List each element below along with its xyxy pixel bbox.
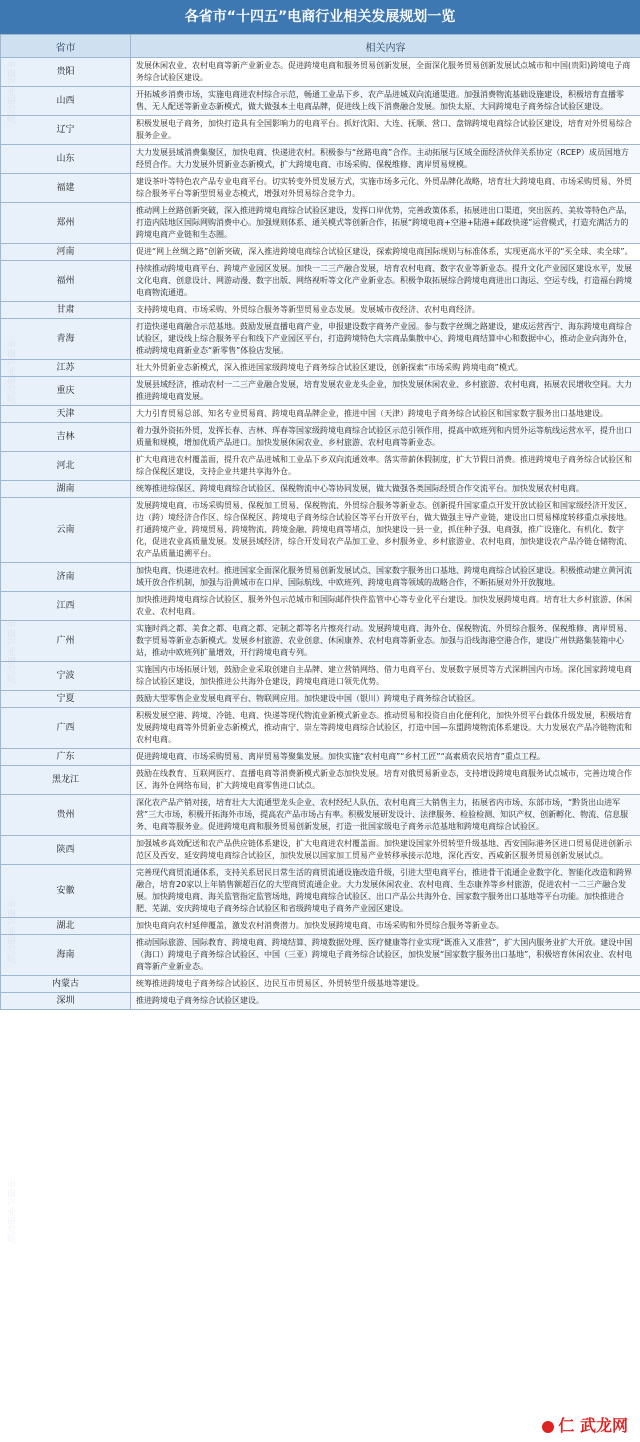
table-row	[1, 302, 640, 319]
header-content: 相关内容	[131, 35, 640, 58]
province-cell: 重庆	[1, 377, 131, 406]
content-cell: 推动国际旅游、国际教育、跨境电商、跨境结算、跨境数据处理、医疗健康等行业实现“既准入又准营”，扩大国内服务业扩大开放。建设中国（海口）跨境电子商务综合试验区、中国（三亚）跨境电子商务综合试验区，加快发展“国家数字服务出口基地”，积极培育休闲农业、农村电商等新产业新业态。	[131, 935, 640, 976]
table-row	[1, 592, 640, 621]
header-row	[1, 35, 640, 58]
province-cell: 湖北	[1, 918, 131, 935]
content-cell: 统筹推进综保区、跨境电商综合试验区、保税物流中心等协同发展，做大做强各类国际经贸合作交流平台。加快发展农村电商。	[131, 481, 640, 498]
content-cell: 持续推动跨境电商平台、跨境产业园区发展。加快一二三产融合发展，培育农村电商、数字农业等新业态。提升文化产业园区建设水平，发展文化电商、创意设计、网游动漫、数字出版、网络视听等文化产业新业态。积极争取拓展综合跨境电商进出口海运、空运专线，打造福台跨境电商物流通道。	[131, 261, 640, 302]
province-cell: 贵阳	[1, 58, 131, 87]
province-cell: 河南	[1, 244, 131, 261]
table-row	[1, 423, 640, 452]
table-row	[1, 563, 640, 592]
table-row	[1, 319, 640, 360]
plan-table	[0, 34, 640, 1010]
table-row	[1, 452, 640, 481]
province-cell: 辽宁	[1, 116, 131, 145]
logo-icon	[542, 1421, 554, 1433]
table-row	[1, 261, 640, 302]
content-cell: 完善现代商贸流通体系，支持关系居民日常生活的商贸流通设施改造升级，引进大型电商平台，推进骨干流通企业数字化、智能化改造和跨界融合，培育20家以上年销售额超百亿的大型商贸流通企业。大力发展休闲农业、农村电商、生态康养等乡村旅游，促进农村一二三产融合发展。加快跨境电商、海关监管指定监管场地，跨境电商综合试验区、出口产品公共海外仓、国家数字服务出口基地等平台功能。加快推进合肥、芜湖、安庆跨境电子商务综合试验区和省级跨境电子商务产业园区建设。	[131, 865, 640, 918]
province-cell: 济南	[1, 563, 131, 592]
table-row	[1, 621, 640, 662]
table-row	[1, 377, 640, 406]
table-row	[1, 766, 640, 795]
content-cell: 统筹推进跨境电子商务综合试验区、边民互市贸易区、外贸转型升级基地等建设。	[131, 976, 640, 993]
province-cell: 云南	[1, 498, 131, 563]
province-cell: 山西	[1, 87, 131, 116]
province-cell: 深圳	[1, 993, 131, 1010]
content-cell: 打造快递电商融合示范基地。鼓励发展直播电商产业，申报建设数字商务产业园。参与数字丝绸之路建设，建成运营西宁、海东跨境电商综合试验区，建设线上综合服务平台和线下产业园区平台，打造跨境特色大宗商品集散中心、跨境电商结算中心和数据中心，推动企业向海外仓，推动跨境电商新业态“新零售”体验店发展。	[131, 319, 640, 360]
content-cell: 积极发展电子商务，加快打造具有全国影响力的电商平台。抓好沈阳、大连、抚顺、营口、盘锦跨境电商综合试验区建设，培育对外贸易综合服务企业。	[131, 116, 640, 145]
content-cell: 壮大外贸新业态新模式，深入推进国家级跨境电子商务综合试验区建设，创新探索“市场采购 跨境电商”模式。	[131, 360, 640, 377]
content-cell: 鼓励在线教育、互联网医疗、直播电商等消费新模式新业态加快发展。培育对俄贸易新业态，支持增设跨境电商服务试点城市，完善边境合作区、海外仓网络布局，扩大跨境电商零售进口试点。	[131, 766, 640, 795]
content-cell: 着力强外资拓外贸，发挥长春、吉林、珲春等国家级跨境电商综合试验区示范引领作用，提高中欧班列和内贸外运等航线运营水平，提升出口质量和规模，增加优质产品进口。加快发展休闲农业、乡村旅游、农村电商等新业态。	[131, 423, 640, 452]
content-cell: 支持跨境电商、市场采购、外贸综合服务等新型贸易业态发展。发展城市夜经济、农村电商经济。	[131, 302, 640, 319]
table-row	[1, 691, 640, 708]
province-cell: 福州	[1, 261, 131, 302]
province-cell: 宁夏	[1, 691, 131, 708]
content-cell: 促进跨境电商、市场采购贸易、离岸贸易等聚集发展。加快实施“农村电商”“乡村工匠”“高素质农民培育”重点工程。	[131, 749, 640, 766]
content-cell: 推进跨境电子商务综合试验区建设。	[131, 993, 640, 1010]
province-cell: 青海	[1, 319, 131, 360]
content-cell: 大力发展县域消费集聚区，加快电商、快递进农村。积极参与“丝路电商”合作。主动拓展与区域全面经济伙伴关系协定（RCEP）成员国地方经贸合作。大力发展外贸新业态新模式，扩大跨境电商、市场采购、保税维修、离岸贸易规模。	[131, 145, 640, 174]
content-cell: 促进“网上丝绸之路”创新突破，深入推进跨境电商综合试验区建设，探索跨境电商国际规则与标准体系，实现更高水平的“买全球、卖全球”。	[131, 244, 640, 261]
table-row	[1, 662, 640, 691]
table-row	[1, 87, 640, 116]
content-cell: 发展县域经济，推动农村一二三产业融合发展，培育发展农业龙头企业，加快发展休闲农业、乡村旅游、农村电商，拓展农民增收空间。大力推进跨境电商发展。	[131, 377, 640, 406]
province-cell: 甘肃	[1, 302, 131, 319]
province-cell: 福建	[1, 174, 131, 203]
table-row	[1, 244, 640, 261]
site-logo	[536, 1411, 634, 1438]
content-cell: 实施国内市场拓展计划，鼓励企业采取创建自主品牌、建立营销网络、借力电商平台、发展数字展贸等方式深耕国内市场。深化国家跨境电商综合试验区建设，加快推进公共海外仓建设，跨境电商进口领先优势。	[131, 662, 640, 691]
content-cell: 建设茶叶等特色农产品专业电商平台。切实转变外贸发展方式，实施市场多元化、外贸品牌化战略，培育壮大跨境电商、市场采购贸易、外贸综合服务平台等新型贸易业态模式，增强对外贸易综合竞争力。	[131, 174, 640, 203]
province-cell: 山东	[1, 145, 131, 174]
province-cell: 宁波	[1, 662, 131, 691]
logo-text: 仁 武龙网	[558, 1416, 628, 1435]
table-row	[1, 498, 640, 563]
table-row	[1, 865, 640, 918]
content-cell: 加强城乡高效配送和农产品供应链体系建设，扩大电商进农村覆盖面。加快建设国家外贸转型升级基地、西安国际港务区进口贸易促进创新示范区及西安、延安跨境电商综合试验区，加快发展以国家加工贸易产业转移承接示范地，深化西安、西咸新区服务贸易创新发展试点。	[131, 836, 640, 865]
content-cell: 加快电商、快递进农村。推进国家全面深化服务贸易创新发展试点、国家数字服务出口基地、跨境电商综合试验区建设。积极推动建立黄河流域开放合作机制，加强与沿黄城市在口岸、国际航线、中欧班列、跨境电商等领域的战略合作，不断拓展对外开放腹地。	[131, 563, 640, 592]
header-province: 省市	[1, 35, 131, 58]
content-cell: 深化农产品产销对接，培育壮大大流通型龙头企业、农村经纪人队伍、农村电商三大销售主力，拓展省内市场、东部市场，“黔货出山进军营”三大市场，积极开拓海外市场，提高农产品市场占有率。积极发展研发设计、法律服务、检验检测、知识产权、创新孵化、物流、信息服务、电商等服务业。促进跨境电商和服务贸易创新发展，打造一批国家级电子商务示范基地和跨境电商综合试验区。	[131, 795, 640, 836]
province-cell: 吉林	[1, 423, 131, 452]
table-row	[1, 749, 640, 766]
province-cell: 贵州	[1, 795, 131, 836]
province-cell: 黑龙江	[1, 766, 131, 795]
province-cell: 江西	[1, 592, 131, 621]
watermark-text: 中商产业研究院	[5, 1180, 15, 1243]
table-title: 各省市“十四五”电商行业相关发展规划一览	[0, 0, 640, 34]
content-cell: 推动网上丝路创新突破，深入推进跨境电商综合试验区建设，发挥口岸优势，完善政策体系，拓展进出口渠道，突出医药、美妆等特色产品，打造内陆地区国际网购消费中心。加强规则体系、通关模式等创新合作，拓展“跨境电商+空港+陆港+邮政快递”运营模式，打造充满活力的跨境电商产业链和生态圈。	[131, 203, 640, 244]
table-row	[1, 116, 640, 145]
province-cell: 安徽	[1, 865, 131, 918]
table-row	[1, 708, 640, 749]
content-cell: 大力引育贸易总部、知名专业贸易商、跨境电商品牌企业，推进中国（天津）跨境电子商务综合试验区和国家数字服务出口基地建设。	[131, 406, 640, 423]
content-cell: 加快推进跨境电商综合试验区、服务外包示范城市和国际邮件快件监管中心等专业化平台建设。加快发展跨境电商。培育壮大乡村旅游、休闲农业、农村电商。	[131, 592, 640, 621]
table-row	[1, 993, 640, 1010]
table-row	[1, 145, 640, 174]
province-cell: 陕西	[1, 836, 131, 865]
table-row	[1, 836, 640, 865]
province-cell: 江苏	[1, 360, 131, 377]
content-cell: 积极发展空港、跨境、冷链、电商、快递等现代物流业新模式新业态。推动贸易和投资自由化便利化，加快外贸平台载体升级发展，积极培育发展跨境电商等外贸新业态新模式，推动南宁、崇左等跨境电商综合试验区，打造中国—东盟跨境物流体系建设。大力发展农产品冷链物流和农村电商。	[131, 708, 640, 749]
province-cell: 内蒙古	[1, 976, 131, 993]
province-cell: 天津	[1, 406, 131, 423]
province-cell: 湖南	[1, 481, 131, 498]
content-cell: 实施时尚之都、美食之都、电商之都、定制之都等名片擦亮行动。发展跨境电商、海外仓、保税物流、外贸综合服务、保税维修、离岸贸易、数字贸易等新业态新模式。发展乡村旅游、农业创意、休闲康养、农村电商等新业态。加强与沿线海港空港合作，建设广州铁路集装箱中心站，推动中欧班列扩量增效，开行跨境电商专列。	[131, 621, 640, 662]
province-cell: 郑州	[1, 203, 131, 244]
content-cell: 开拓城乡消费市场，实施电商进农村综合示范，畅通工业品下乡、农产品进城双向流通渠道。加强消费物流基础设施建设，积极培育直播零售、无人配送等新业态新模式，做大做强本土电商品牌，促进线上线下消费融合发展。加快太原、大同跨境电子商务综合试验区建设。	[131, 87, 640, 116]
table-row	[1, 481, 640, 498]
table-row	[1, 918, 640, 935]
table-row	[1, 360, 640, 377]
province-cell: 广西	[1, 708, 131, 749]
table-row	[1, 58, 640, 87]
content-cell: 鼓励大型零售企业发展电商平台、物联网应用。加快建设中国（银川）跨境电子商务综合试验区。	[131, 691, 640, 708]
province-cell: 海南	[1, 935, 131, 976]
content-cell: 发展休闲农业、农村电商等新产业新业态。促进跨境电商和服务贸易创新发展，全面深化服务贸易创新发展试点城市和中国(贵阳)跨境电子商务综合试验区建设。	[131, 58, 640, 87]
table-row	[1, 795, 640, 836]
content-cell: 加快电商向农村延伸覆盖，激发农村消费潜力。加快发展跨境电商、市场采购和外贸综合服务等新业态。	[131, 918, 640, 935]
content-cell: 扩大电商进农村覆盖面，提升农产品进城和工业品下乡双向流通效率。落实带薪休假制度，扩大节假日消费。推进跨境电子商务综合试验区和综合保税区建设，支持企业共建共享海外仓。	[131, 452, 640, 481]
province-cell: 广东	[1, 749, 131, 766]
province-cell: 广州	[1, 621, 131, 662]
table-row	[1, 935, 640, 976]
table-row	[1, 406, 640, 423]
table-row	[1, 203, 640, 244]
table-row	[1, 174, 640, 203]
content-cell: 发展跨境电商、市场采购贸易、保税加工贸易、保税物流、外贸综合服务等新业态。创新提升国家重点开发开放试验区和国家级经济开发区、边（跨）境经济合作区、综合保税区、跨境电子商务综合试验区等平台开放平台，做大做强主导产业链，建设出口贸易梯度转移重点承接地。打通跨境产业、跨境贸易、跨境物流、跨境金融、跨境电商等堵点，加快建设一县一业，抓住种子强、电商强，推广设施化、有机化、数字化，促进农业高质量发展。发展县域经济，综合开发局农产品加工业、乡村服务业、乡村旅游业、农村电商，加快建设农产品冷链仓储物流、农产品质量追溯平台。	[131, 498, 640, 563]
province-cell: 河北	[1, 452, 131, 481]
table-row	[1, 976, 640, 993]
